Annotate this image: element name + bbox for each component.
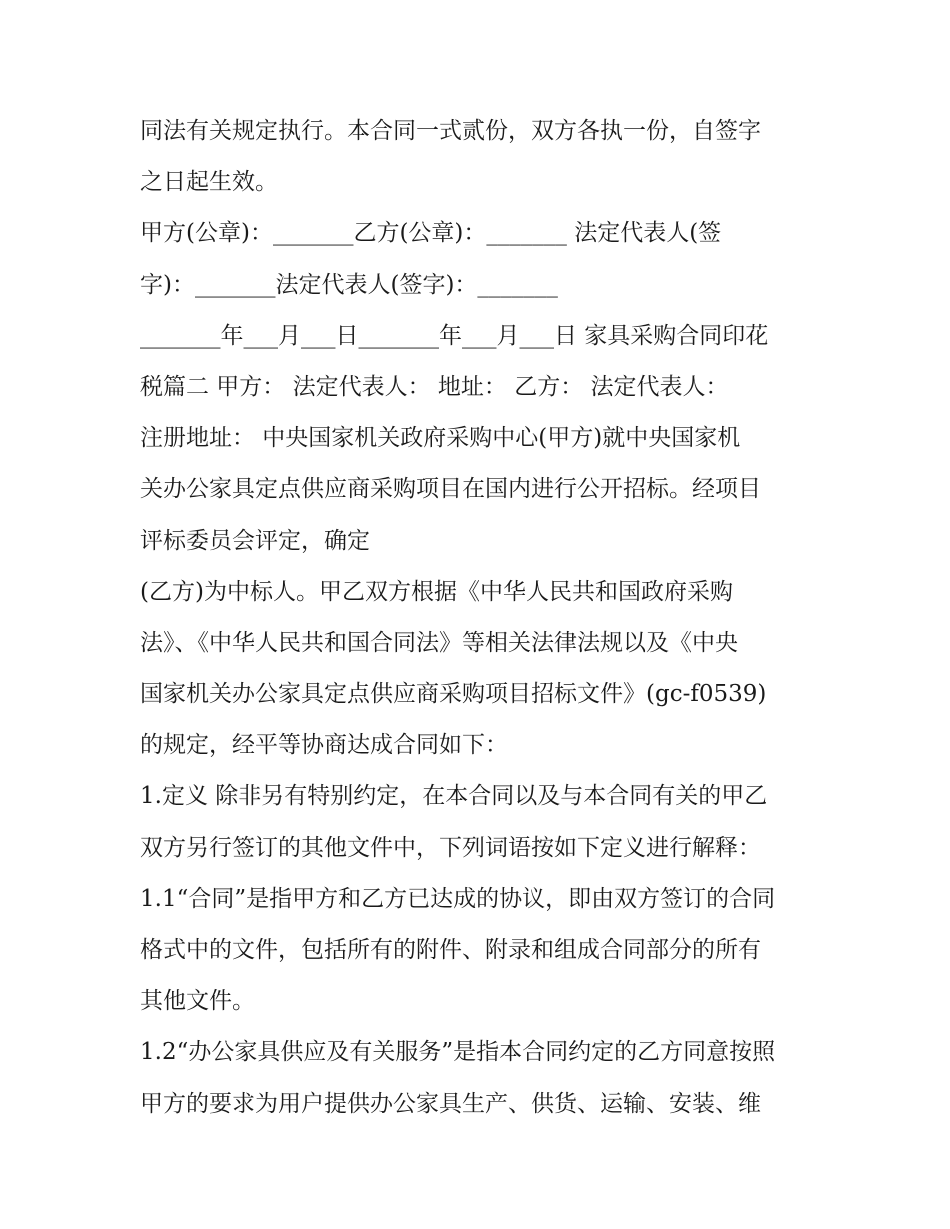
text-line: 法》、《中华人民共和国合同法》等相关法律法规以及《中央 [140,629,738,656]
text-line: 1.定义 除非另有特别约定，在本合同以及与本合同有关的甲乙 [140,783,768,810]
text-line: 1.1“合同”是指甲方和乙方已达成的协议，即由双方签订的合同 [140,885,776,912]
text-line: 关办公家具定点供应商采购项目在国内进行公开招标。经项目 [140,476,761,503]
text-line: 1.2“办公家具供应及有关服务”是指本合同约定的乙方同意按照 [140,1039,776,1066]
text-line: 其他文件。 [140,988,255,1015]
text-line: 格式中的文件，包括所有的附件、附录和组成合同部分的所有 [140,937,761,963]
text-line: 国家机关办公家具定点供应商采购项目招标文件》(gc-f0539) [140,681,767,708]
text-line: 税篇二 甲方： 法定代表人： 地址： 乙方： 法定代表人： [140,373,729,400]
contract-body-text [140,106,820,1130]
text-line: _______年___月___日_______年___月___日 家具采购合同印花 [140,322,769,349]
text-line: 评标委员会评定，确定 [140,527,370,554]
text-line: 甲方的要求为用户提供办公家具生产、供货、运输、安装、维 [140,1090,761,1117]
text-line: 注册地址： 中央国家机关政府采购中心(甲方)就中央国家机 [140,425,741,452]
text-line: 之日起生效。 [140,169,278,196]
text-line: 字)：_______法定代表人(签字)：_______ [140,271,558,298]
text-line: (乙方)为中标人。甲乙双方根据《中华人民共和国政府采购 [140,578,733,605]
text-line: 的规定，经平等协商达成合同如下： [140,732,508,759]
text-line: 同法有关规定执行。本合同一式贰份，双方各执一份，自签字 [140,118,761,144]
text-line: 双方另行签订的其他文件中，下列词语按如下定义进行解释： [140,834,761,861]
text-line: 甲方(公章)：_______乙方(公章)：_______ 法定代表人(签 [140,220,722,247]
